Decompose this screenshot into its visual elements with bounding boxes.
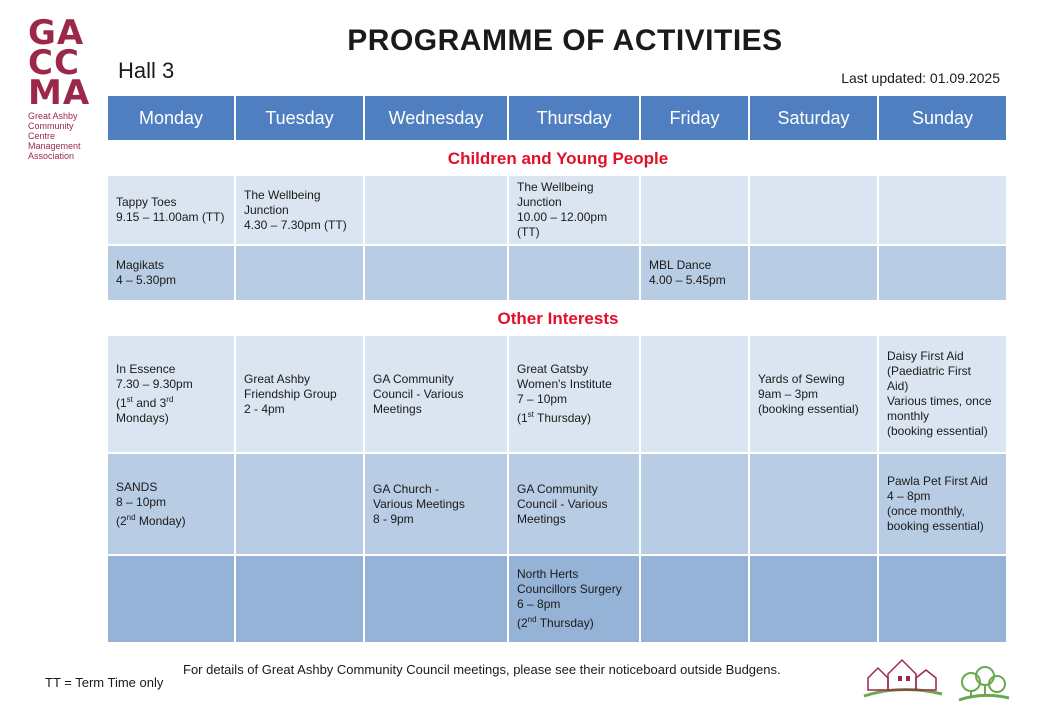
activity-cell-monday: Tappy Toes 9.15 – 11.00am (TT) — [108, 176, 236, 246]
activity-cell-tuesday — [236, 246, 365, 302]
activity-cell-friday — [641, 336, 750, 454]
last-updated: Last updated: 01.09.2025 — [841, 70, 1000, 86]
day-header-tuesday: Tuesday — [236, 96, 365, 142]
activity-cell-friday — [641, 176, 750, 246]
activity-row — [108, 176, 1008, 246]
activity-cell-sunday — [879, 246, 1008, 302]
activity-row — [108, 246, 1008, 302]
activity-row — [108, 336, 1008, 454]
activity-cell-friday — [641, 556, 750, 644]
activity-cell-friday: MBL Dance 4.00 – 5.45pm — [641, 246, 750, 302]
activity-cell-wednesday — [365, 556, 509, 644]
day-header-row — [108, 96, 1008, 142]
activity-cell-sunday — [879, 176, 1008, 246]
day-header-saturday: Saturday — [750, 96, 879, 142]
day-header-sunday: Sunday — [879, 96, 1008, 142]
activity-cell-monday: Magikats 4 – 5.30pm — [108, 246, 236, 302]
activity-cell-wednesday — [365, 246, 509, 302]
activity-row — [108, 556, 1008, 644]
activity-cell-sunday — [879, 556, 1008, 644]
activity-cell-wednesday: GA Community Council - Various Meetings — [365, 336, 509, 454]
activity-cell-saturday — [750, 176, 879, 246]
timetable — [108, 96, 1008, 644]
footnote: TT = Term Time only — [45, 675, 164, 690]
activity-cell-tuesday — [236, 556, 365, 644]
activity-cell-sunday: Pawla Pet First Aid 4 – 8pm (once monthly, booking essential) — [879, 454, 1008, 556]
activity-cell-thursday: GA Community Council - Various Meetings — [509, 454, 641, 556]
activity-cell-monday: SANDS 8 – 10pm (2nd Monday) — [108, 454, 236, 556]
logo-line-2: CC — [28, 43, 80, 83]
activity-cell-wednesday — [365, 176, 509, 246]
activity-cell-thursday — [509, 246, 641, 302]
activity-cell-friday — [641, 454, 750, 556]
activity-cell-monday: In Essence 7.30 – 9.30pm (1st and 3rd Mondays) — [108, 336, 236, 454]
section-title: Other Interests — [497, 309, 619, 328]
houses-icon — [862, 654, 944, 698]
activity-cell-thursday: The Wellbeing Junction 10.00 – 12.00pm (TT) — [509, 176, 641, 246]
section-title: Children and Young People — [447, 149, 669, 168]
trees-icon — [955, 664, 1011, 704]
activity-cell-saturday — [750, 246, 879, 302]
activity-cell-tuesday: Great Ashby Friendship Group 2 - 4pm — [236, 336, 365, 454]
activity-cell-tuesday: The Wellbeing Junction 4.30 – 7.30pm (TT) — [236, 176, 365, 246]
activity-cell-saturday: Yards of Sewing 9am – 3pm (booking essential) — [750, 336, 879, 454]
activity-cell-thursday: North Herts Councillors Surgery 6 – 8pm (2nd Thursday) — [509, 556, 641, 644]
page-title: PROGRAMME OF ACTIVITIES — [347, 24, 783, 57]
logo-subtitle: Great Ashby Community Centre Management Association — [28, 111, 81, 161]
day-header-friday: Friday — [641, 96, 750, 142]
activity-cell-tuesday — [236, 454, 365, 556]
hall-name: Hall 3 — [118, 58, 175, 83]
activity-cell-saturday — [750, 556, 879, 644]
day-header-monday: Monday — [108, 96, 236, 142]
activity-cell-sunday: Daisy First Aid (Paediatric First Aid) Various times, once monthly (booking essential) — [879, 336, 1008, 454]
day-header-thursday: Thursday — [509, 96, 641, 142]
activity-cell-wednesday: GA Church - Various Meetings 8 - 9pm — [365, 454, 509, 556]
logo-line-3: MA — [28, 73, 91, 113]
footer-note: For details of Great Ashby Community Council meetings, please see their noticeboard outside Budgens. — [183, 662, 781, 677]
day-header-wednesday: Wednesday — [365, 96, 509, 142]
logo-line-1: GA — [28, 13, 85, 53]
activity-cell-saturday — [750, 454, 879, 556]
activity-cell-monday — [108, 556, 236, 644]
activity-row — [108, 454, 1008, 556]
activity-cell-thursday: Great Gatsby Women's Institute 7 – 10pm (1st Thursday) — [509, 336, 641, 454]
